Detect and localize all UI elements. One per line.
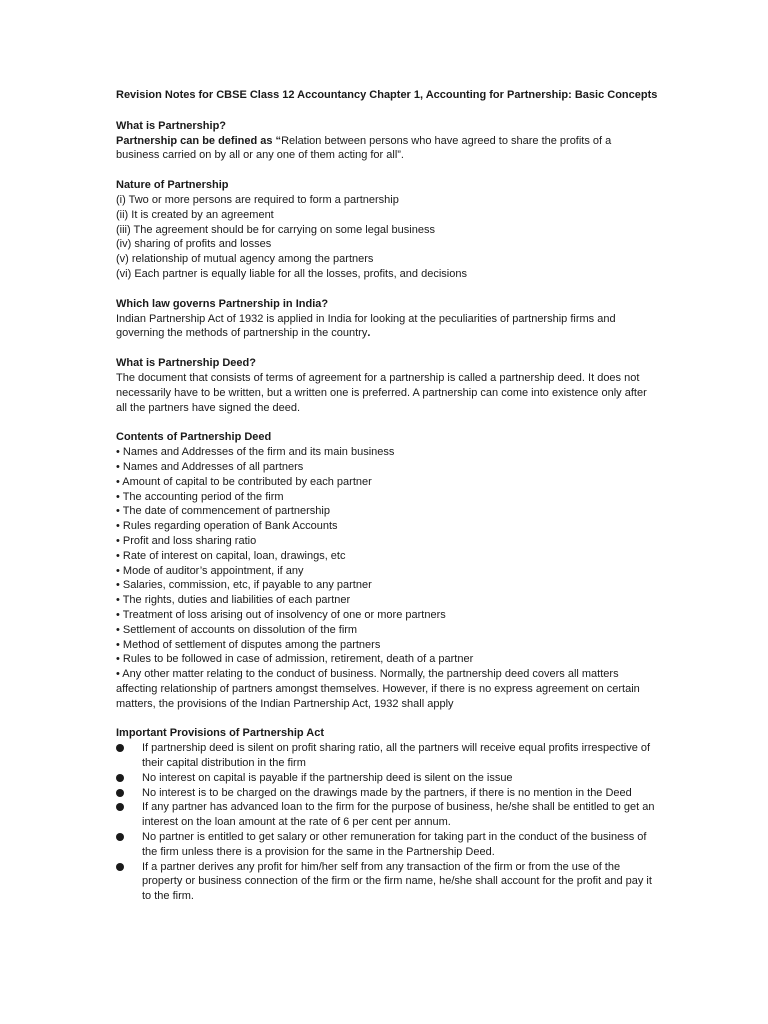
bullet-icon — [116, 789, 124, 797]
nature-item: (vi) Each partner is equally liable for all the losses, profits, and decisions — [116, 267, 467, 280]
provision-text: If a partner derives any profit for him/her self from any transaction of the firm or from the use of the property or business connection of the firm or the firm name, he/she shall account for the profit and pay it to the firm. — [142, 860, 652, 903]
contents-item: • Rate of interest on capital, loan, drawings, etc — [116, 549, 346, 562]
provision-text: No interest is to be charged on the drawings made by the partners, if there is no mention in the Deed — [142, 786, 632, 799]
contents-item: • Settlement of accounts on dissolution of the firm — [116, 623, 358, 636]
definition-text: Relation between persons who have agreed to share the profits of a business carried on by all or any one of them acting for all”. — [116, 134, 612, 162]
provision-text: No partner is entitled to get salary or other remuneration for taking part in the conduct of the business of the firm unless there is a provision for the same in the Partnership Deed. — [142, 831, 647, 858]
section-provisions — [116, 726, 656, 904]
section-deed — [116, 356, 656, 415]
law-text — [116, 312, 656, 342]
provisions-list — [116, 741, 656, 904]
bullet-icon — [116, 744, 124, 752]
section-contents — [116, 430, 656, 711]
nature-item: (iii) The agreement should be for carrying on some legal business — [116, 223, 435, 236]
provision-item — [116, 741, 656, 771]
contents-item: • Profit and loss sharing ratio — [116, 534, 257, 547]
contents-item: • The date of commencement of partnership — [116, 505, 330, 518]
heading-provisions: Important Provisions of Partnership Act — [116, 727, 325, 740]
provision-text: No interest on capital is payable if the partnership deed is silent on the issue — [142, 771, 513, 784]
heading-what-is-partnership: What is Partnership? — [116, 119, 227, 132]
section-nature — [116, 178, 656, 282]
contents-item: • Rules to be followed in case of admission, retirement, death of a partner — [116, 653, 474, 666]
partnership-definition — [116, 134, 656, 164]
section-what-is-partnership — [116, 119, 656, 163]
section-law — [116, 297, 656, 341]
law-period: . — [367, 327, 371, 340]
nature-item: (ii) It is created by an agreement — [116, 208, 274, 221]
provision-item — [116, 830, 656, 860]
heading-deed: What is Partnership Deed? — [116, 357, 256, 370]
bullet-icon — [116, 833, 124, 841]
nature-item: (i) Two or more persons are required to form a partnership — [116, 193, 399, 206]
heading-contents: Contents of Partnership Deed — [116, 431, 272, 444]
provision-item — [116, 800, 656, 830]
provision-item — [116, 860, 656, 904]
deed-text: The document that consists of terms of agreement for a partnership is called a partnership deed. It does not necessarily have to be written, but a written one is preferred. A partnership can come into existence only after all the partners have signed the deed. — [116, 371, 647, 414]
bullet-icon — [116, 863, 124, 871]
provision-item — [116, 786, 656, 801]
provision-item — [116, 771, 656, 786]
definition-lead: Partnership can be defined as “ — [116, 134, 282, 147]
contents-item: • The accounting period of the firm — [116, 490, 284, 503]
bullet-icon — [116, 803, 124, 811]
contents-item: • Names and Addresses of the firm and its main business — [116, 446, 395, 459]
contents-item: • The rights, duties and liabilities of each partner — [116, 594, 351, 607]
heading-nature: Nature of Partnership — [116, 179, 229, 192]
document-title: Revision Notes for CBSE Class 12 Accountancy Chapter 1, Accounting for Partnership: Basic Concepts — [116, 89, 658, 101]
nature-item: (iv) sharing of profits and losses — [116, 238, 272, 251]
contents-item: • Method of settlement of disputes among the partners — [116, 638, 381, 651]
contents-item: • Names and Addresses of all partners — [116, 460, 304, 473]
contents-item: • Rules regarding operation of Bank Accounts — [116, 520, 338, 533]
contents-item: • Salaries, commission, etc, if payable to any partner — [116, 579, 372, 592]
contents-item: • Amount of capital to be contributed by each partner — [116, 475, 372, 488]
nature-item: (v) relationship of mutual agency among the partners — [116, 253, 374, 266]
contents-item: • Mode of auditor’s appointment, if any — [116, 564, 304, 577]
provision-text: If any partner has advanced loan to the firm for the purpose of business, he/she shall be entitled to get an interest on the loan amount at the rate of 6 per cent per annum. — [142, 801, 655, 829]
provision-text: If partnership deed is silent on profit sharing ratio, all the partners will receive equal profits irrespective of their capital distribution in the firm — [142, 742, 651, 770]
contents-item: • Treatment of loss arising out of insolvency of one or more partners — [116, 608, 446, 621]
law-body: Indian Partnership Act of 1932 is applied in India for looking at the peculiarities of partnership firms and governing the methods of partnership in the country — [116, 312, 616, 340]
document-body — [116, 88, 656, 919]
bullet-icon — [116, 774, 124, 782]
heading-law: Which law governs Partnership in India? — [116, 297, 329, 310]
contents-closing: • Any other matter relating to the conduct of business. Normally, the partnership deed covers all matters affecting relationship of partners amongst themselves. However, if there is no express agreement on certain matters, the provisions of the Indian Partnership Act, 1932 shall apply — [116, 668, 640, 710]
